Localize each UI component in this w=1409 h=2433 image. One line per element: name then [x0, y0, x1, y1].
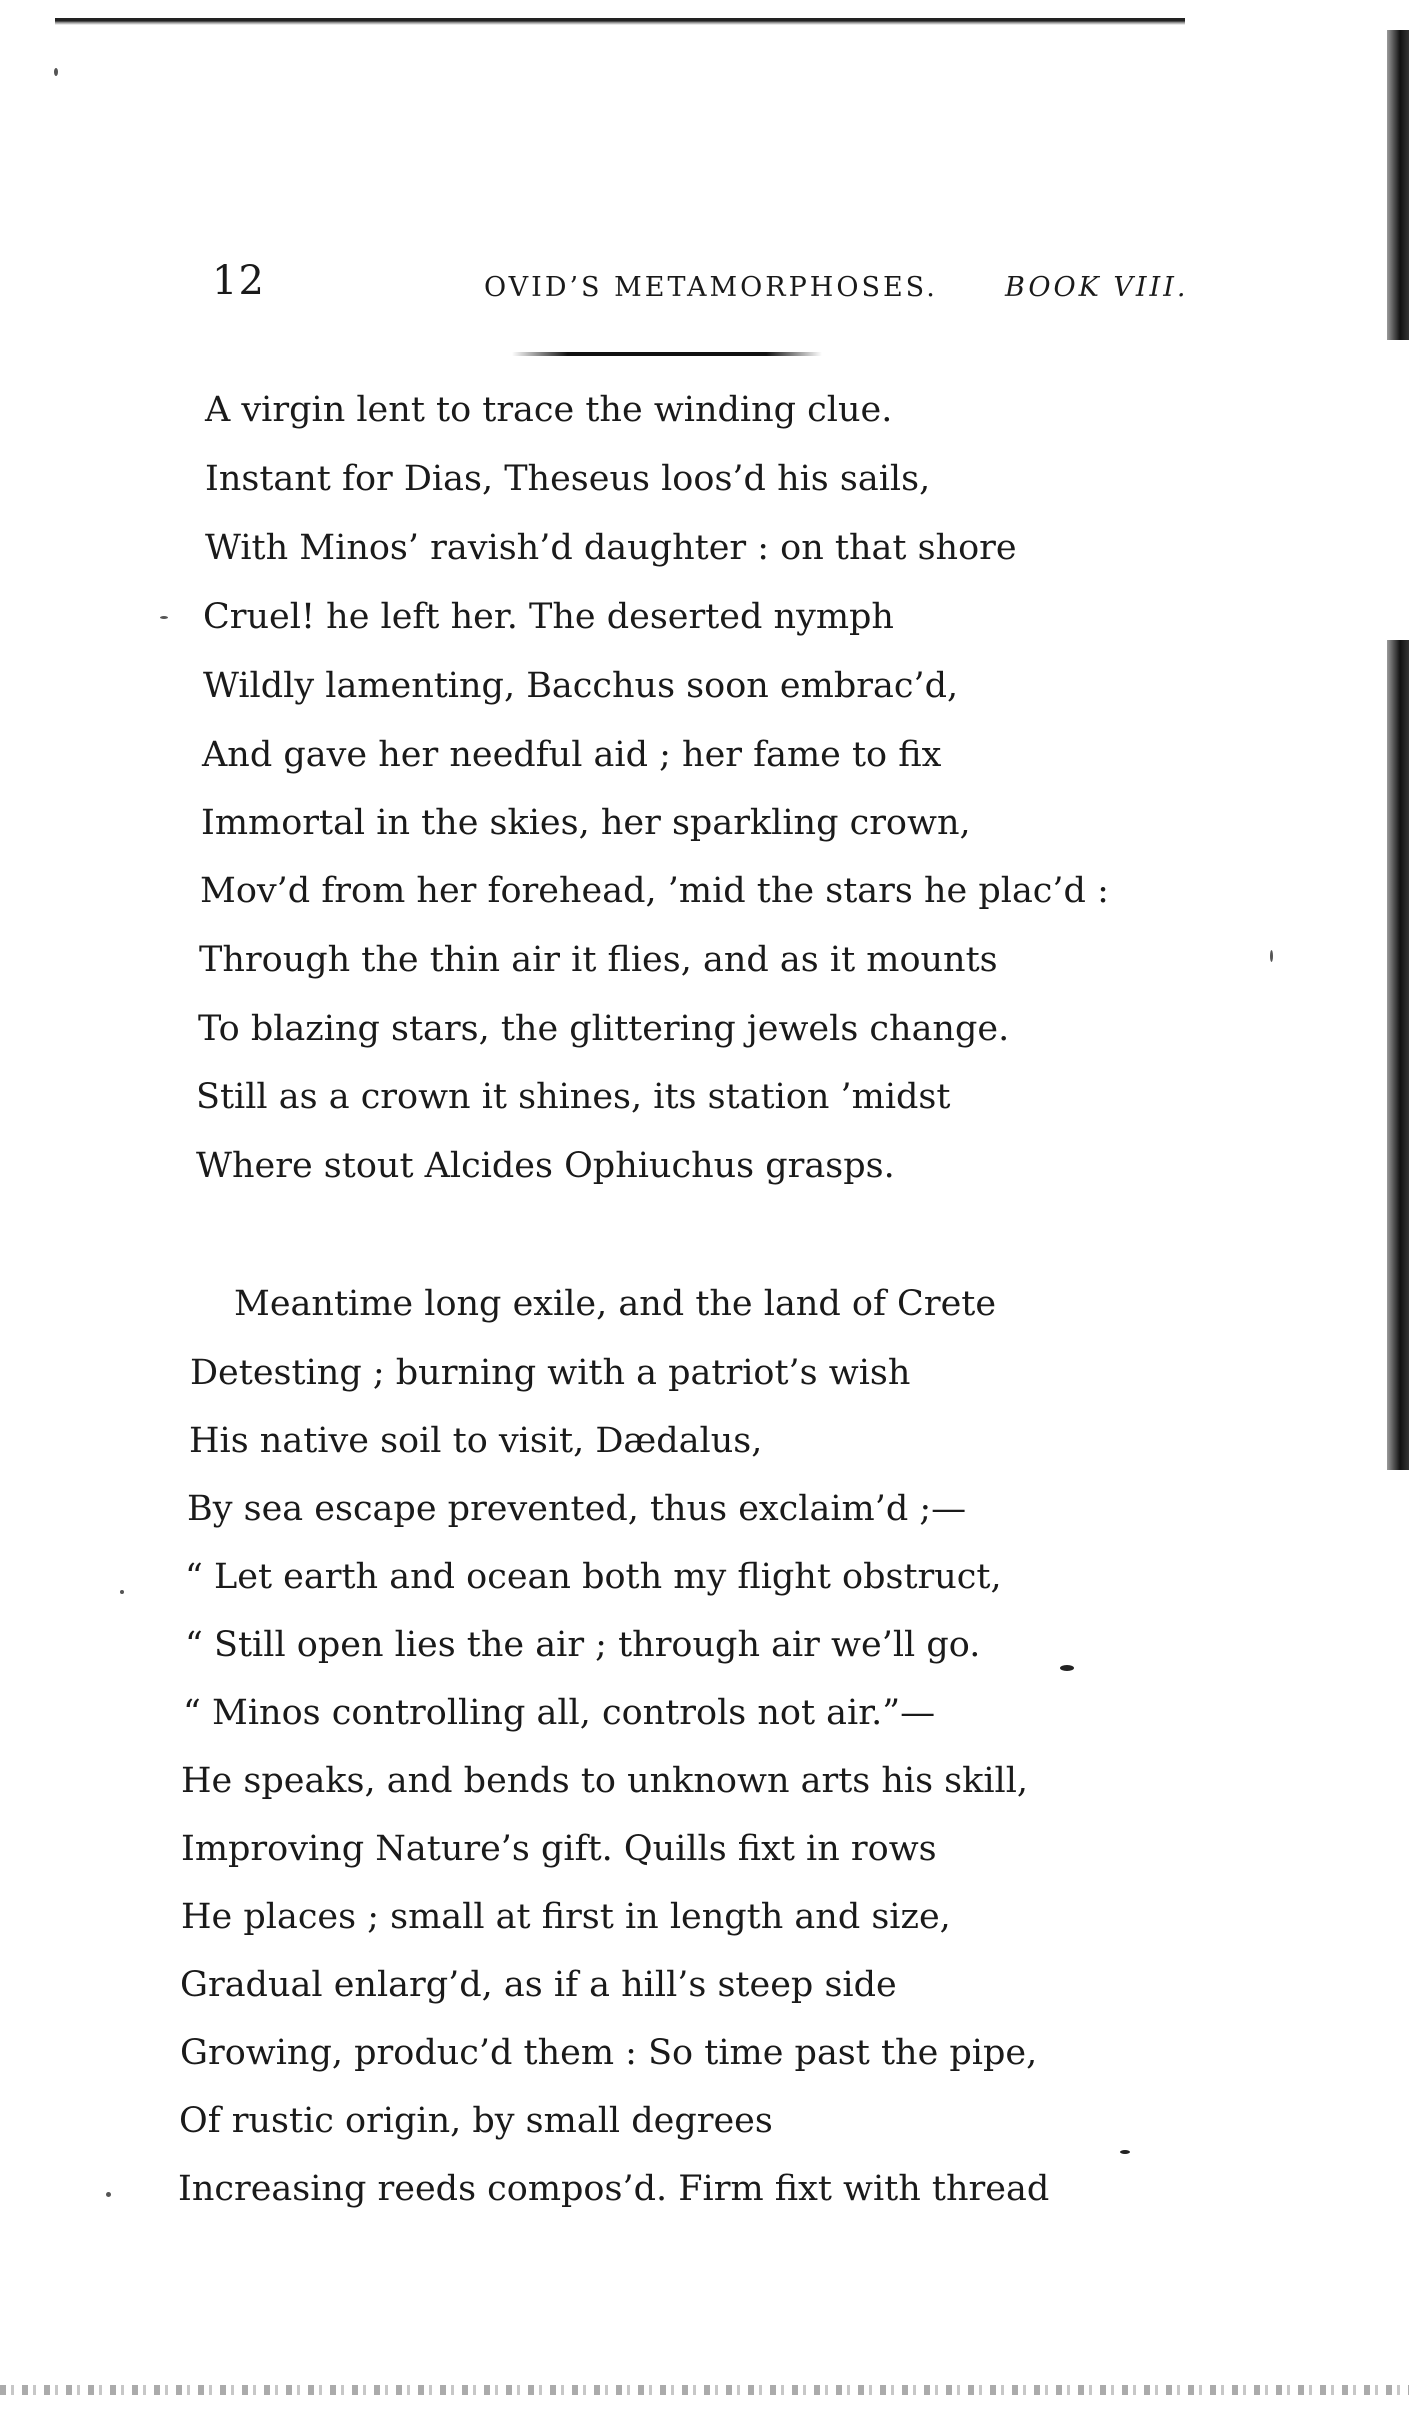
verse-line: Immortal in the skies, her sparkling crown, — [201, 803, 971, 843]
verse-line: Through the thin air it flies, and as it mounts — [199, 940, 998, 980]
verse-line: He places ; small at first in length and size, — [181, 1897, 951, 1937]
running-head — [212, 258, 1212, 308]
paper-speck — [1120, 2150, 1130, 2154]
verse-line: Improving Nature’s gift. Quills fixt in rows — [181, 1829, 937, 1869]
verse-line: Detesting ; burning with a patriot’s wish — [190, 1353, 911, 1393]
page-edge-shadow-lower — [1387, 640, 1409, 1470]
verse-line: Wildly lamenting, Bacchus soon embrac’d, — [203, 666, 959, 706]
verse-line: Increasing reeds compos’d. Firm fixt with thread — [178, 2169, 1050, 2209]
verse-line: “ Still open lies the air ; through air we’ll go. — [185, 1625, 981, 1665]
paper-speck — [1270, 950, 1273, 962]
verse-line: Mov’d from her forehead, ’mid the stars he plac’d : — [200, 871, 1109, 911]
verse-line: Where stout Alcides Ophiuchus grasps. — [196, 1146, 895, 1186]
paper-speck — [106, 2192, 111, 2197]
header-ornament-rule — [512, 352, 822, 356]
paper-speck — [120, 1590, 124, 1594]
verse-line: He speaks, and bends to unknown arts his skill, — [181, 1761, 1029, 1801]
verse-line: And gave her needful aid ; her fame to fix — [202, 735, 942, 775]
verse-line: Still as a crown it shines, its station ’midst — [196, 1077, 951, 1117]
page-number: 12 — [212, 258, 265, 304]
verse-line: “ Minos controlling all, controls not air.”— — [183, 1693, 936, 1733]
bottom-edge-noise — [0, 2385, 1409, 2395]
paper-speck — [54, 68, 58, 76]
running-title: OVID’S METAMORPHOSES. — [484, 272, 938, 303]
page-edge-shadow-upper — [1387, 30, 1409, 340]
verse-line: To blazing stars, the glittering jewels change. — [198, 1009, 1010, 1049]
verse-line: A virgin lent to trace the winding clue. — [205, 390, 893, 430]
paper-speck — [160, 616, 168, 619]
verse-line: Meantime long exile, and the land of Crete — [234, 1284, 997, 1324]
verse-line: With Minos’ ravish’d daughter : on that shore — [205, 528, 1017, 568]
verse-line: His native soil to visit, Dædalus, — [189, 1421, 763, 1461]
top-border-rule — [55, 18, 1185, 25]
verse-line: Cruel! he left her. The deserted nymph — [203, 597, 894, 637]
verse-line: Of rustic origin, by small degrees — [179, 2101, 773, 2141]
book-label: BOOK VIII. — [1005, 272, 1189, 303]
paper-speck — [1060, 1665, 1074, 1671]
verse-line: “ Let earth and ocean both my flight obstruct, — [185, 1557, 1002, 1597]
verse-line: By sea escape prevented, thus exclaim’d ;— — [187, 1489, 967, 1529]
verse-line: Instant for Dias, Theseus loos’d his sails, — [205, 459, 931, 499]
verse-line: Gradual enlarg’d, as if a hill’s steep side — [180, 1965, 897, 2005]
verse-line: Growing, produc’d them : So time past the pipe, — [180, 2033, 1038, 2073]
